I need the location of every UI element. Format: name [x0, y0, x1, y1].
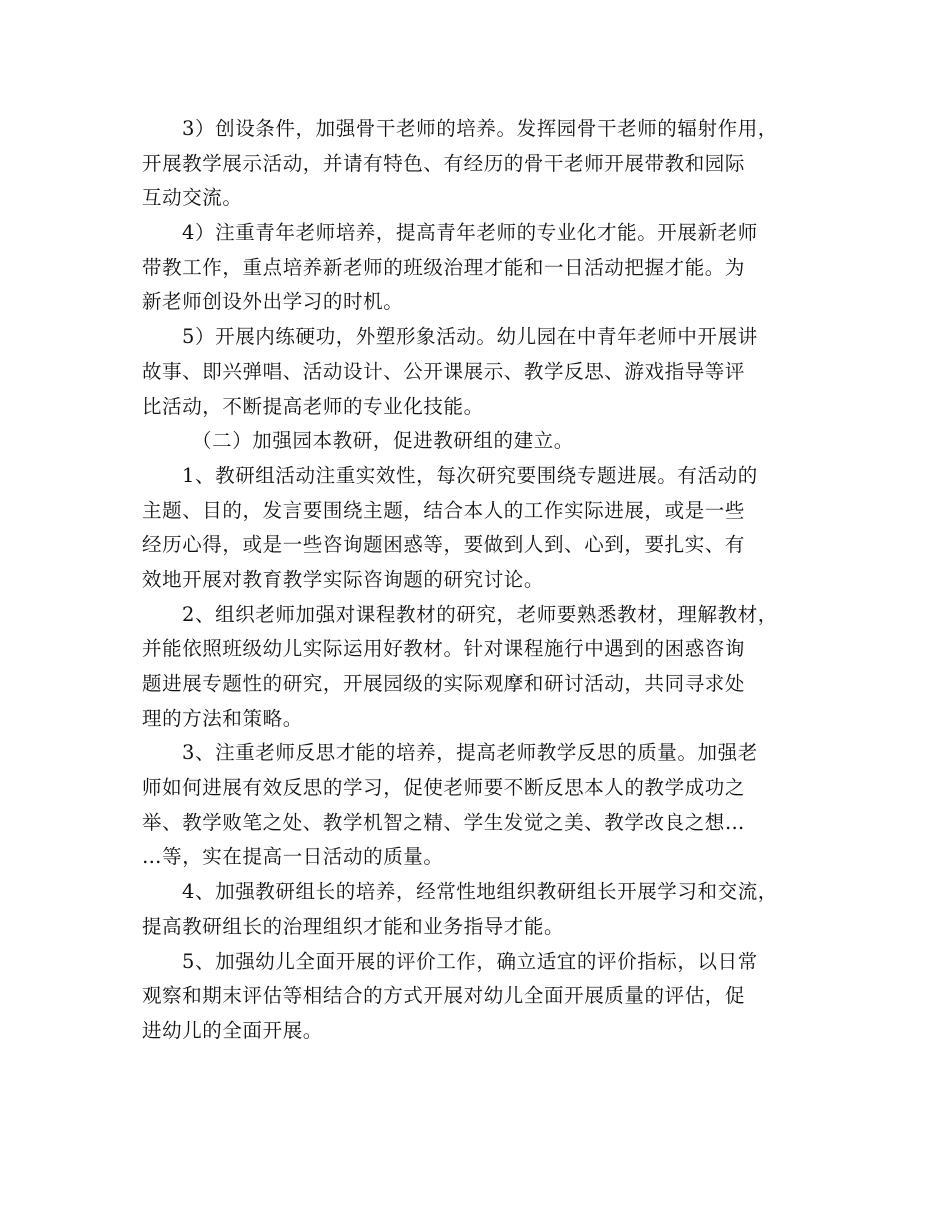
- text-line: 4、加强教研组长的培养，经常性地组织教研组长开展学习和交流，: [182, 880, 778, 904]
- text-line: （二）加强园本教研，促进教研组的建立。: [192, 429, 574, 453]
- text-line: 经历心得，或是一些咨询题困惑等，要做到人到、心到，要扎实、有: [142, 533, 746, 557]
- text-line: 进幼儿的全面开展。: [142, 1018, 323, 1042]
- text-line: 1、教研组活动注重实效性，每次研究要围绕专题进展。有活动的: [182, 463, 758, 487]
- text-line: 题进展专题性的研究，开展园级的实际观摩和研讨活动，共同寻求处: [142, 672, 746, 695]
- text-line: 开展教学展示活动，并请有特色、有经历的骨干老师开展带教和园际: [142, 151, 746, 175]
- text-line: 举、教学败笔之处、教学机智之精、学生发觉之美、教学改良之想…: [142, 810, 746, 834]
- text-line: 比活动，不断提高老师的专业化技能。: [142, 394, 484, 418]
- text-line: …等，实在提高一日活动的质量。: [142, 845, 444, 869]
- text-line: 带教工作，重点培养新老师的班级治理才能和一日活动把握才能。为: [142, 255, 746, 279]
- text-line: 互动交流。: [142, 186, 243, 210]
- text-line: 5）开展内练硬功，外塑形象活动。幼儿园在中青年老师中开展讲: [182, 325, 758, 349]
- document-body: [142, 112, 817, 1049]
- text-line: 3）创设条件，加强骨干老师的培养。发挥园骨干老师的辐射作用，: [182, 117, 778, 140]
- text-line: 3、注重老师反思才能的培养，提高老师教学反思的质量。加强老: [182, 741, 758, 765]
- text-line: 师如何进展有效反思的学习，促使老师要不断反思本人的教学成功之: [142, 776, 746, 800]
- text-line: 主题、目的，发言要围绕主题，结合本人的工作实际进展，或是一些: [142, 498, 746, 522]
- text-line: 2、组织老师加强对课程教材的研究，老师要熟悉教材，理解教材，: [182, 602, 778, 626]
- text-line: 5、加强幼儿全面开展的评价工作，确立适宜的评价指标，以日常: [182, 949, 758, 973]
- text-line: 新老师创设外出学习的时机。: [142, 290, 404, 314]
- text-line: 提高教研组长的治理组织才能和业务指导才能。: [142, 914, 565, 938]
- text-line: 理的方法和策略。: [142, 706, 303, 730]
- text-line: 4）注重青年老师培养，提高青年老师的专业化才能。开展新老师: [182, 221, 758, 245]
- text-line: 故事、即兴弹唱、活动设计、公开课展示、教学反思、游戏指导等评: [142, 359, 746, 383]
- text-line: 并能依照班级幼儿实际运用好教材。针对课程施行中遇到的困惑咨询: [142, 637, 746, 661]
- text-line: 效地开展对教育教学实际咨询题的研究讨论。: [142, 567, 545, 591]
- text-line: 观察和期末评估等相结合的方式开展对幼儿全面开展质量的评估，促: [142, 984, 746, 1008]
